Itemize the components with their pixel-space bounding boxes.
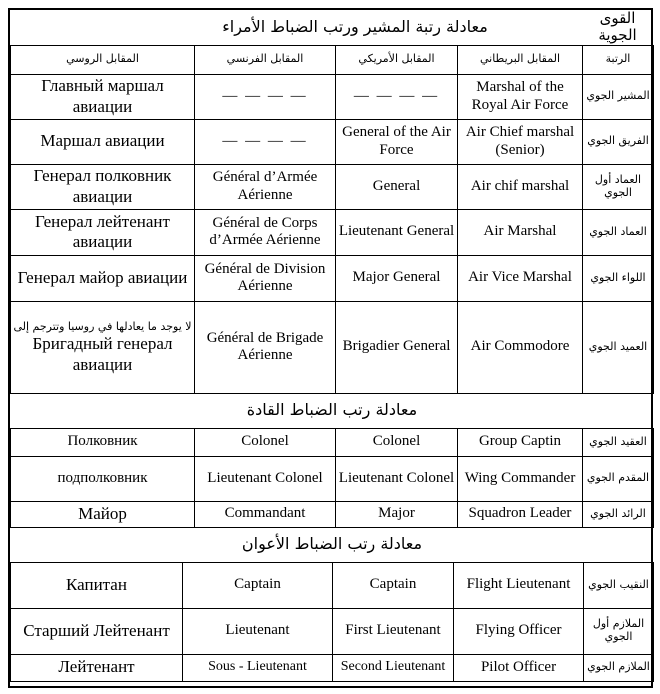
- russian-cell: Полковник: [11, 428, 195, 456]
- french-cell: Lieutenant: [183, 608, 333, 654]
- british-cell: Flying Officer: [454, 608, 584, 654]
- american-cell: Second Lieutenant: [333, 654, 454, 681]
- british-cell: Air chif marshal: [458, 164, 583, 209]
- table-row: [11, 119, 654, 164]
- french-cell: Sous - Lieutenant: [183, 654, 333, 681]
- table-row: [11, 654, 654, 681]
- russian-cell: Генерал майор авиации: [11, 255, 195, 301]
- rank-cell: الملازم الجوي: [584, 654, 654, 681]
- rank-cell: الملازم أول الجوي: [584, 608, 654, 654]
- british-cell: Squadron Leader: [458, 501, 583, 527]
- table-row: [11, 608, 654, 654]
- british-cell: Pilot Officer: [454, 654, 584, 681]
- table-row: [11, 301, 654, 393]
- french-cell: Général de Corps d’Armée Aérienne: [195, 209, 336, 255]
- british-cell: Marshal of the Royal Air Force: [458, 74, 583, 119]
- french-cell: — — — —: [195, 119, 336, 164]
- ranks-equivalence-document: [8, 8, 653, 688]
- rank-cell: النقيب الجوي: [584, 562, 654, 608]
- rank-cell: العقيد الجوي: [583, 428, 654, 456]
- table-row: [11, 255, 654, 301]
- header-american: المقابل الأمريكي: [336, 45, 458, 74]
- british-cell: Flight Lieutenant: [454, 562, 584, 608]
- rank-cell: العماد الجوي: [583, 209, 654, 255]
- british-cell: Air Commodore: [458, 301, 583, 393]
- section-title-field-officers: معادلة رتب الضباط القادة: [11, 393, 654, 428]
- french-cell: Lieutenant Colonel: [195, 456, 336, 501]
- american-cell: Captain: [333, 562, 454, 608]
- rank-cell: المقدم الجوي: [583, 456, 654, 501]
- american-cell: Brigadier General: [336, 301, 458, 393]
- table-row: [11, 562, 654, 608]
- table-row: [11, 209, 654, 255]
- american-cell: Colonel: [336, 428, 458, 456]
- table-row: [11, 164, 654, 209]
- american-cell: Major General: [336, 255, 458, 301]
- russian-cell: Генерал лейтенант авиации: [11, 209, 195, 255]
- rank-cell: العميد الجوي: [583, 301, 654, 393]
- header-rank: الرتبة: [583, 45, 654, 74]
- american-cell: Lieutenant Colonel: [336, 456, 458, 501]
- russian-cell: Главный маршал авиации: [11, 74, 195, 119]
- general-officers-table: [10, 45, 654, 563]
- title-table: [10, 10, 653, 45]
- french-cell: — — — —: [195, 74, 336, 119]
- french-cell: Commandant: [195, 501, 336, 527]
- rank-cell: الرائد الجوي: [583, 501, 654, 527]
- american-cell: Major: [336, 501, 458, 527]
- column-headers: [11, 45, 654, 74]
- russian-cell: Старший Лейтенант: [11, 608, 183, 654]
- russian-note: لا يوجد ما يعادلها في روسيا وتترجم إلى: [13, 319, 192, 333]
- british-cell: Air Vice Marshal: [458, 255, 583, 301]
- british-cell: Wing Commander: [458, 456, 583, 501]
- french-cell: Colonel: [195, 428, 336, 456]
- american-cell: General of the Air Force: [336, 119, 458, 164]
- header-french: المقابل الفرنسي: [195, 45, 336, 74]
- rank-cell: العماد أول الجوي: [583, 164, 654, 209]
- russian-cell: Генерал полковник авиации: [11, 164, 195, 209]
- american-cell: General: [336, 164, 458, 209]
- table-row: [11, 74, 654, 119]
- table-row: [11, 456, 654, 501]
- section-title-company-officers: معادلة رتب الضباط الأعوان: [11, 527, 654, 562]
- header-russian: المقابل الروسي: [11, 45, 195, 74]
- french-cell: Général de Brigade Aérienne: [195, 301, 336, 393]
- french-cell: Captain: [183, 562, 333, 608]
- rank-cell: المشير الجوي: [583, 74, 654, 119]
- american-cell: First Lieutenant: [333, 608, 454, 654]
- header-british: المقابل البريطاني: [458, 45, 583, 74]
- american-cell: Lieutenant General: [336, 209, 458, 255]
- russian-cell: Майор: [11, 501, 195, 527]
- french-cell: Général d’Armée Aérienne: [195, 164, 336, 209]
- russian-cell: Капитан: [11, 562, 183, 608]
- french-cell: Général de Division Aérienne: [195, 255, 336, 301]
- rank-cell: الفريق الجوي: [583, 119, 654, 164]
- american-cell: — — — —: [336, 74, 458, 119]
- british-cell: Air Marshal: [458, 209, 583, 255]
- table-row: [11, 428, 654, 456]
- table-row: [11, 501, 654, 527]
- section-title-row: [11, 527, 654, 562]
- document-title: معادلة رتبة المشير ورتب الضباط الأمراء: [222, 17, 488, 37]
- company-officers-table: [10, 562, 654, 682]
- branch-label: القوى الجوية: [598, 9, 637, 45]
- russian-cell: [11, 301, 195, 393]
- british-cell: Group Captin: [458, 428, 583, 456]
- russian-cell: Маршал авиации: [11, 119, 195, 164]
- british-cell: Air Chief marshal (Senior): [458, 119, 583, 164]
- section-title-row: [11, 393, 654, 428]
- russian-cell: подполковник: [11, 456, 195, 501]
- rank-cell: اللواء الجوي: [583, 255, 654, 301]
- russian-term: Бригадный генерал авиации: [32, 334, 173, 374]
- russian-cell: Лейтенант: [11, 654, 183, 681]
